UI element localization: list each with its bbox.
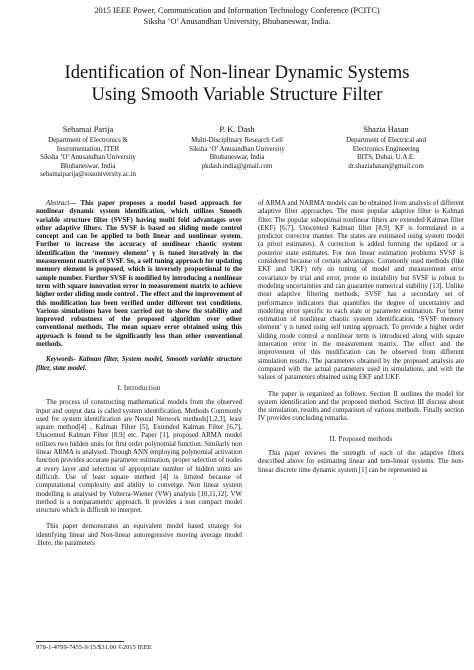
- author-block: [18, 124, 456, 180]
- body-paragraph: The paper is organized as follows. Section II outlines the model for system identification and the proposed method. Section III discuss about the simulation, results and comparison of various methods. Finally section IV provides concluding remarks.: [258, 390, 464, 423]
- author-affiliation-line: Department of Electronics &: [48, 137, 128, 144]
- left-column: [36, 200, 242, 548]
- author-affiliation-line: Siksha ‘O’ Anusandhan University: [40, 154, 136, 161]
- author-affiliation-line: BITS, Dubai, U.A.E.: [357, 154, 415, 161]
- author-affiliation-line: Instrumentation, ITER: [56, 145, 120, 153]
- conference-line-2: Siksha ‘O’ Anusandhan University, Bhubaneswar, India.: [143, 16, 331, 26]
- abstract-label: Abstract: [46, 200, 70, 207]
- keywords-text: Kalman filter, System model, Smooth variable structure filter, state model.: [36, 356, 242, 372]
- author-affiliation-line: Bhubaneswar, India: [60, 162, 116, 170]
- footer-divider: [36, 641, 124, 642]
- author-name: Shazia Hasan: [363, 125, 409, 134]
- author-3: [316, 124, 456, 180]
- title-line-1: Identification of Non-linear Dynamic Systems: [64, 62, 410, 83]
- keywords-label: Keywords-: [46, 356, 76, 364]
- paper-title: [20, 62, 454, 106]
- author-name: P. K. Dash: [219, 125, 255, 134]
- author-affiliation-line: Siksha ‘O’ Anusandhan University: [189, 145, 285, 153]
- abstract: [36, 200, 242, 349]
- conference-line-1: 2015 IEEE Power, Communication and Information Technology Conference (PCITC): [94, 6, 380, 15]
- keywords: [36, 356, 242, 373]
- conference-header: [0, 6, 474, 27]
- author-affiliation-line: Multi-Disciplinary Research Cell: [191, 137, 283, 144]
- author-affiliation-line: Electronics Engineering: [352, 145, 420, 153]
- footer-copyright: 978-1-4799-7455-9/15/$31.00 ©2015 IEEE: [36, 644, 152, 651]
- right-column: [258, 200, 464, 475]
- author-1: [18, 124, 158, 180]
- author-affiliation-line: Department of Electrical and: [346, 137, 426, 144]
- body-paragraph: The process of constructing mathematical models from the observed input and output data is called system identification. Methods Commonly used for system identification are Neural Network methods[1,2,3], least square method[4] , Kalman Filter [5], Extended Kalman Filter [6,7], Unscented Kalman Filter [8,9] etc. Paper [1], proposed ARMA model utilizes two hidden units for first order polynomial function. Similarly non linear ARMA is analysed. Though ANN employing polynomial activation function provides accurate parameter estimation, proper selection of nodes at every layer and selection of appropriate number of hidden units are difficult. Use of least square method [4] is limited because of computational complexity and ability to converge. Non linear system modelling is analysed by Volterra-Wiener (VW) analysis [10,11,12]. VW method is a nonparametric approach. It provides a non compact model structure which is difficult to interpret.: [36, 399, 242, 515]
- title-line-2: Using Smooth Variable Structure Filter: [91, 84, 383, 105]
- body-paragraph: This paper reviews the strength of each of the adaptive filters described above for estimating linear and non-linear systems. The non-linear discrete time dynamic system [1] can be represented as: [258, 450, 464, 474]
- author-name: Sebamai Parija: [62, 125, 114, 134]
- author-email: pkdash.india@gmail.com: [201, 162, 273, 170]
- author-affiliation-line: Bhubaneswar, India: [209, 154, 265, 161]
- abstract-text: — This paper proposes a model based approach for nonlinear dynamic system identification, which utilizes Smooth variable structure filter (SVSF) having multi fold advantages over other adaptive filters. The SVSF is based on sliding mode control concept and can be applied to both linear and nonlinear system. Further to increase the accuracy of nonlinear chaotic system identification the ‘memory element’ γ is tuned iteratively in the measurement matrix of SVSF. So, a self tuning approach for updating memory element is proposed, which is inversely proportional to the sample number. Further SVSF is modified by introducing a nonlinear term with square innovation error in measurement matrix to achieve higher order sliding mode control . The effect and the improvement of this modification has been verified under different test conditions. Various simulations have been carried out to show the stability and improved robustness of the proposed algorithm over other conventional methods. The mean square error obtained using this approach is found to be significantly less than other conventional methods.: [36, 200, 242, 349]
- author-2: [167, 124, 307, 180]
- body-paragraph: of ARMA and NARMA models can be obtained from analysis of different adaptive filter approaches. The most popular adaptive filter is Kalman filter. The popular suboptimal nonlinear filters are extended Kalman filter (EKF) [6,7], Unscented Kalman filter [8,9]. KF is formulated in a predictor corrector manner. The states are estimated using system model (a priori estimates). A correction is added forming the updated or a posterior state estimates. For non linear estimation problems SVSF is considered because of certain advantages. Commonly used methods (like EKF and UKF) rely on tuning of model and measurement error covariance by trial and error, prone to instability but SVSF is robust to modeling uncertainties and can guarantee numerical stability [13]. Unlike most adaptive filtering methods, SVSF has a secondary set of performance indicators that quantifies the degree of uncertainty and modeling error specific to each state or parameter estimation. For better estimation of nonlinear chaotic system identification, ‘SVSF memory element’ γ is tuned using self tuning approach. To provide a higher order sliding mode control a nonlinear term is introduced along with square innovation error in the measurement matrix. The effect and the improvement of this modification can be observed from different simulation results. The parameters obtained by the proposed analysis are compared with the actual parameters used in simulations, and with the values of parameters obtained using EKF and UKF.: [258, 200, 464, 382]
- section-heading-introduction: I. Introduction: [117, 384, 161, 392]
- author-email: sebamaiparija@soauniversity.ac.in: [40, 171, 136, 178]
- section-heading-proposed-methods: II. Proposed methods: [329, 435, 393, 443]
- author-email: dr.shaziahasan@gmail.com: [348, 162, 424, 170]
- body-paragraph: This paper demonstrates an equivalent model based strategy for identifying linear and Non-linear autoregressive moving average model .Here, the parameters: [36, 523, 242, 547]
